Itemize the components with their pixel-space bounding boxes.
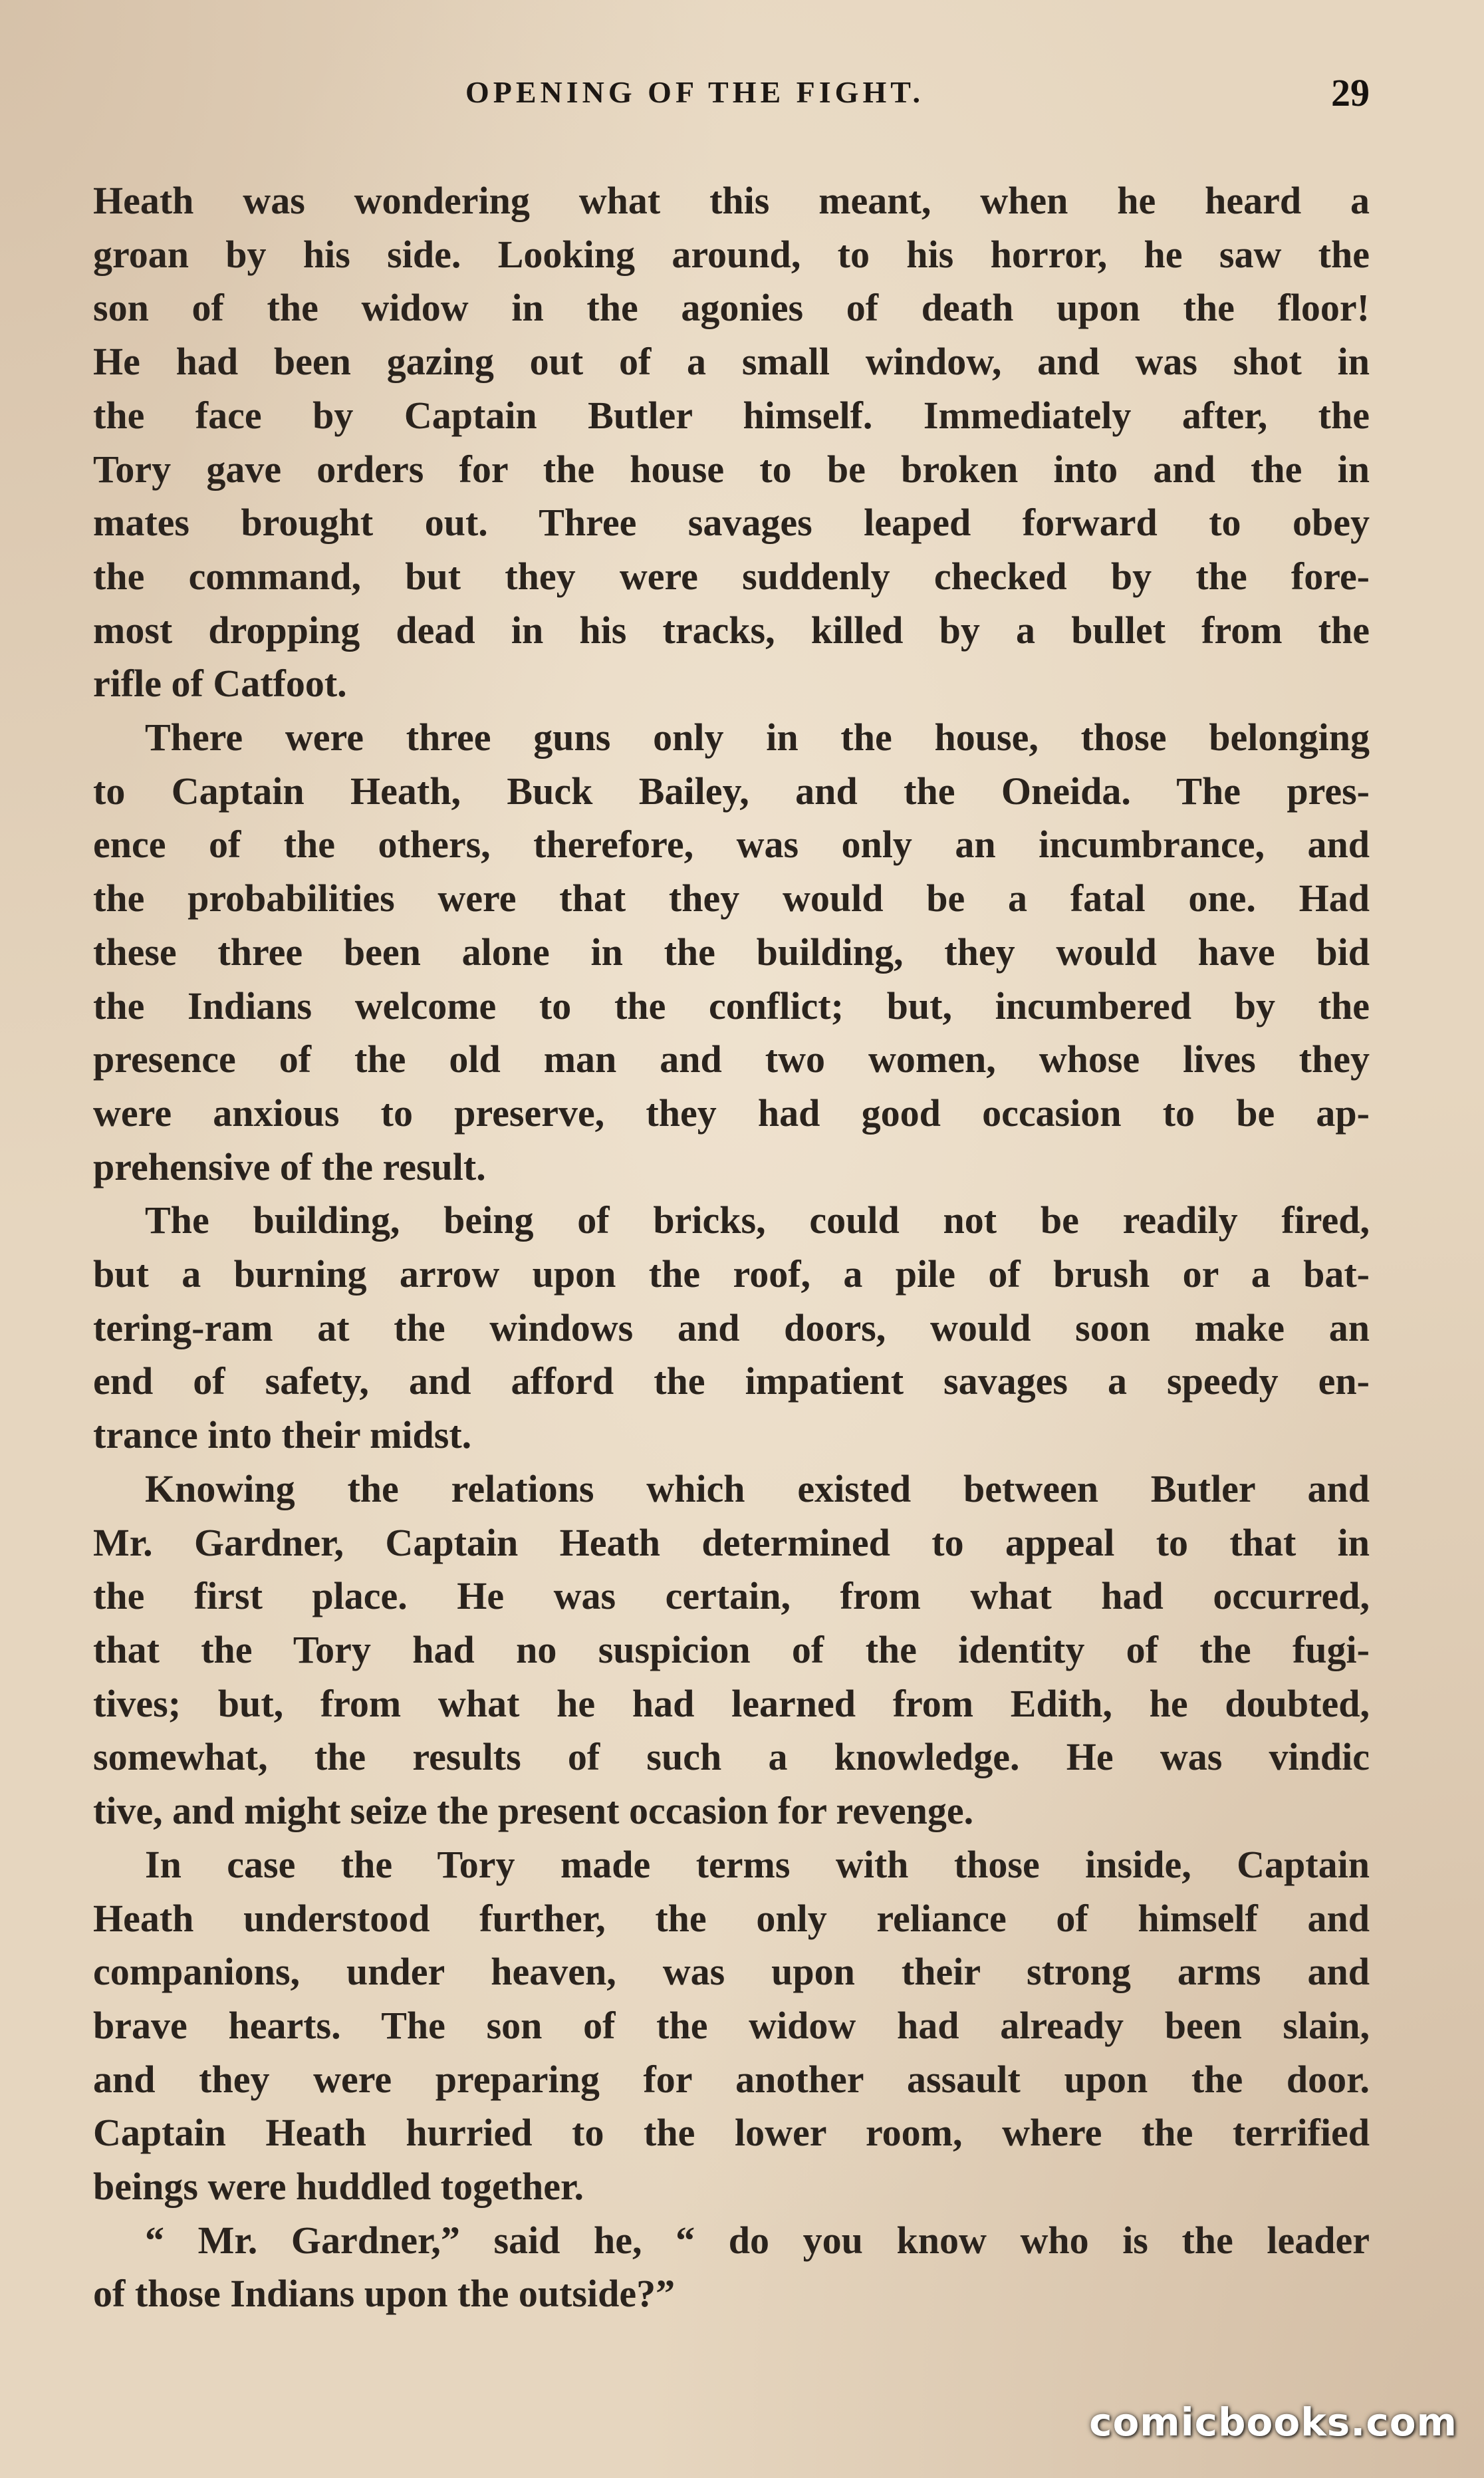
text-line: were anxious to preserve, they had good occasion to be ap- (93, 1091, 1370, 1135)
paragraph-6 (93, 2214, 1370, 2321)
book-page (93, 0, 1370, 2478)
body-text (93, 174, 1370, 2321)
text-line: that the Tory had no suspicion of the identity of the fugi- (93, 1627, 1370, 1671)
text-line: mates brought out. Three savages leaped forward to obey (93, 501, 1370, 545)
text-line: tering-ram at the windows and doors, would soon make an (93, 1306, 1370, 1349)
running-title: OPENING OF THE FIGHT. (465, 75, 924, 109)
text-line: Heath was wondering what this meant, when he heard a (93, 179, 1370, 222)
text-line: to Captain Heath, Buck Bailey, and the Oneida. The pres- (93, 769, 1370, 813)
paragraph-5 (93, 1838, 1370, 2214)
text-line: the first place. He was certain, from what had occurred, (93, 1574, 1370, 1618)
text-line: Knowing the relations which existed between Butler and (145, 1466, 1370, 1510)
watermark-text: comicbooks.com (1089, 2400, 1457, 2445)
text-line: companions, under heaven, was upon their strong arms and (93, 1950, 1370, 1994)
text-line: ence of the others, therefore, was only an incumbrance, and (93, 823, 1370, 867)
text-line: Mr. Gardner, Captain Heath determined to appeal to that in (93, 1520, 1370, 1564)
text-line: Captain Heath hurried to the lower room, where the terrified (93, 2111, 1370, 2155)
text-line: In case the Tory made terms with those inside, Captain (145, 1842, 1370, 1886)
paragraph-4 (93, 1462, 1370, 1838)
text-line: “ Mr. Gardner,” said he, “ do you know who is the leader (145, 2218, 1370, 2262)
text-line: the command, but they were suddenly checked by the fore- (93, 554, 1370, 598)
page-header (93, 71, 1370, 121)
text-line: most dropping dead in his tracks, killed by a bullet from the (93, 608, 1370, 652)
text-line: Tory gave orders for the house to be broken into and the in (93, 447, 1370, 491)
text-line: prehensive of the result. (93, 1145, 486, 1188)
text-line: presence of the old man and two women, whose lives they (93, 1037, 1370, 1081)
text-line: trance into their midst. (93, 1413, 472, 1457)
text-line: the Indians welcome to the conflict; but, incumbered by the (93, 984, 1370, 1028)
text-line: rifle of Catfoot. (93, 662, 347, 706)
text-line: end of safety, and afford the impatient savages a speedy en- (93, 1359, 1370, 1403)
text-line: somewhat, the results of such a knowledge. He was vindic (93, 1735, 1370, 1779)
text-line: the probabilities were that they would be a fatal one. Had (93, 877, 1370, 920)
text-line: tive, and might seize the present occasion for revenge. (93, 1789, 974, 1833)
text-line: brave hearts. The son of the widow had already been slain, (93, 2003, 1370, 2047)
text-line: groan by his side. Looking around, to his horror, he saw the (93, 232, 1370, 276)
paragraph-3 (93, 1194, 1370, 1462)
text-line: He had been gazing out of a small window, and was shot in (93, 340, 1370, 384)
text-line: son of the widow in the agonies of death upon the floor! (93, 286, 1370, 330)
text-line: tives; but, from what he had learned from Edith, he doubted, (93, 1681, 1370, 1725)
text-line: the face by Captain Butler himself. Immediately after, the (93, 393, 1370, 437)
text-line: of those Indians upon the outside?” (93, 2272, 676, 2316)
text-line: The building, being of bricks, could not be readily fired, (145, 1198, 1370, 1242)
text-line: There were three guns only in the house, those belonging (145, 716, 1370, 759)
page-number: 29 (1331, 71, 1370, 114)
text-line: these three been alone in the building, they would have bid (93, 930, 1370, 974)
text-line: beings were huddled together. (93, 2165, 584, 2209)
text-line: and they were preparing for another assault upon the door. (93, 2057, 1370, 2101)
text-line: Heath understood further, the only reliance of himself and (93, 1896, 1370, 1940)
text-line: but a burning arrow upon the roof, a pile of brush or a bat- (93, 1252, 1370, 1296)
paragraph-1 (93, 174, 1370, 711)
paragraph-2 (93, 711, 1370, 1194)
